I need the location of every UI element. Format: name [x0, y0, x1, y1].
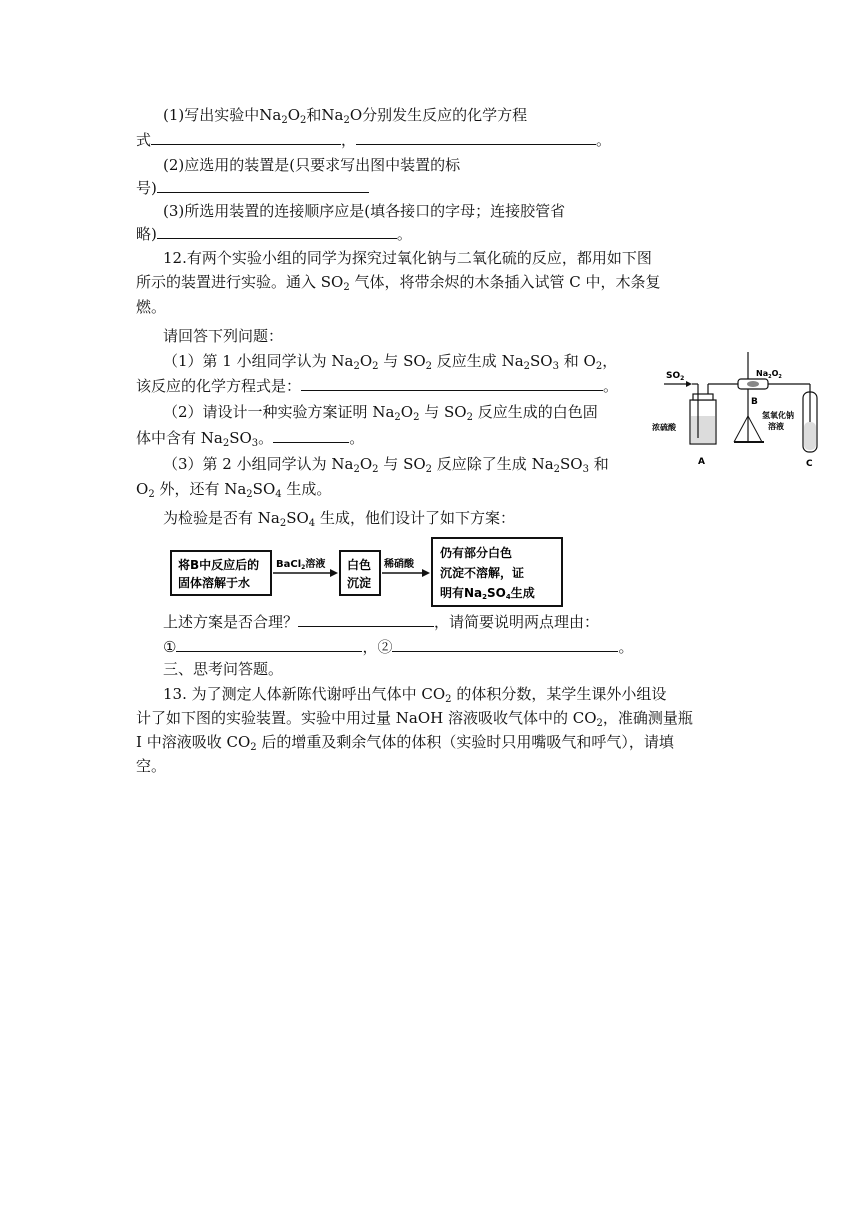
p12-line1: [163, 248, 652, 268]
s3-line1: [163, 454, 609, 474]
q3-line1: [163, 201, 565, 221]
text: 2: [353, 361, 360, 372]
p13-line4: [136, 756, 166, 776]
text: 与 SO: [378, 455, 426, 473]
box3-text: 明有Na2SO4生成: [440, 586, 535, 601]
answer-blank[interactable]: [157, 178, 369, 193]
text: 2: [425, 361, 433, 372]
arrow1-label: BaCl$_2$溶液: [276, 559, 326, 571]
text: SO: [560, 455, 583, 473]
text: 2: [425, 464, 433, 475]
text: （2）请设计一种实验方案证明 Na: [163, 403, 395, 421]
text: (2)应选用的装置是(只要求写出图中装置的标: [163, 156, 461, 174]
text: 生成，他们设计了如下方案：: [315, 509, 515, 527]
text: 2: [353, 464, 360, 475]
acid-liquid: [691, 416, 715, 443]
text: 4: [275, 489, 282, 500]
s2-line1: [163, 402, 598, 422]
text: 3: [552, 361, 559, 372]
p12-line2: [136, 272, 661, 292]
s3-line2: [136, 479, 331, 499]
text: 外，还有 Na: [154, 480, 247, 498]
text: 反应除了生成 Na: [432, 455, 554, 473]
arrow-head: [422, 569, 430, 577]
answer-blank[interactable]: [157, 224, 397, 239]
text: O: [359, 352, 373, 370]
text: 气体，将带余烬的木条插入试管 C 中，木条复: [349, 273, 661, 291]
text: 2: [281, 115, 288, 126]
naoh-label2: 溶液: [768, 422, 784, 431]
text: 体中含有 Na: [136, 429, 223, 447]
text: 分别发生反应的化学方程: [362, 106, 528, 124]
text: 和: [588, 455, 609, 473]
text: （1）第 1 小组同学认为 Na: [163, 352, 354, 370]
so2-label: $SO_2$: [666, 371, 685, 382]
text: 和: [306, 106, 322, 124]
bottle-stopper: [693, 394, 713, 400]
text: (3)所选用装置的连接顺序应是(填各接口的字母；连接胶管省: [163, 202, 566, 220]
text: 2: [394, 412, 401, 423]
text: （3）第 2 小组同学认为 Na: [163, 455, 354, 473]
text: SO: [229, 429, 252, 447]
text: ，: [602, 352, 618, 370]
q1-line1: [163, 105, 527, 125]
text: 与 SO: [419, 403, 467, 421]
text: 该反应的化学方程式是：: [136, 377, 302, 395]
answer-blank[interactable]: [392, 637, 618, 652]
answer-blank[interactable]: [176, 637, 362, 652]
text: 2: [343, 282, 350, 293]
text: O: [287, 106, 301, 124]
naoh-liquid: [804, 422, 816, 450]
text: 三、思考问答题。: [163, 660, 284, 678]
text: 燃。: [136, 298, 167, 316]
text: 2: [148, 489, 155, 500]
text: 。: [618, 638, 634, 656]
text: O: [349, 106, 363, 124]
text: 号): [136, 179, 157, 197]
text: 2: [595, 361, 603, 372]
text: 所示的装置进行实验。通入 SO: [136, 273, 344, 291]
text: 。: [596, 131, 612, 149]
text: 略): [136, 225, 157, 243]
na2o2-sample: [747, 381, 759, 387]
text: 的体积分数，某学生课外小组设: [451, 685, 667, 703]
stand-leg: [748, 416, 762, 442]
s1-line1: [163, 351, 617, 371]
arrow-head: [330, 569, 338, 577]
box3-text: 仍有部分白色: [440, 546, 513, 560]
ask-line: [163, 326, 283, 346]
text: 计了如下图的实验装置。实验中用过量 NaOH 溶液吸收气体中的 CO: [136, 709, 597, 727]
stand-leg: [734, 416, 748, 442]
answer-blank[interactable]: [298, 612, 434, 627]
box2-text: 沉淀: [347, 576, 372, 590]
answer-blank[interactable]: [356, 130, 596, 145]
naoh-label: 氢氧化钠: [762, 411, 794, 420]
box1-text: 固体溶解于水: [178, 576, 251, 590]
label-c: C: [806, 459, 813, 469]
text: 2: [466, 412, 473, 423]
text: 3: [582, 464, 589, 475]
text: 与 SO: [378, 352, 426, 370]
text: 生成。: [281, 480, 332, 498]
q2-line1: [163, 155, 460, 175]
text: 请回答下列问题：: [163, 327, 284, 345]
text: 。: [396, 225, 412, 243]
q1-line2: [136, 130, 611, 150]
text: 2: [222, 438, 230, 449]
text: 。: [349, 429, 365, 447]
text: 2: [553, 464, 561, 475]
text: Na: [259, 106, 282, 124]
text: 空。: [136, 757, 167, 775]
box3-text: 沉淀不溶解，证: [440, 566, 525, 580]
eval-line: [163, 612, 599, 632]
text: 。: [603, 377, 619, 395]
text: 反应生成 Na: [432, 352, 524, 370]
conc-acid-label: 浓硫酸: [652, 423, 676, 432]
answer-blank[interactable]: [301, 376, 603, 391]
p12-line3: [136, 297, 166, 317]
text: 2: [250, 742, 257, 753]
text: 。: [258, 429, 274, 447]
q2-line2: [136, 178, 369, 198]
text: 反应生成的白色固: [472, 403, 598, 421]
box2-text: 白色: [347, 558, 372, 572]
text: (1)写出实验中: [163, 106, 260, 124]
text: 2: [372, 361, 379, 372]
label-b: B: [751, 397, 758, 407]
box1-text: 将B中反应后的: [178, 558, 260, 572]
text: 2: [596, 718, 603, 729]
text: 为检验是否有 Na: [163, 509, 280, 527]
text: 2: [445, 694, 452, 705]
text: 4: [308, 518, 316, 529]
text: 2: [246, 489, 253, 500]
text: O: [359, 455, 373, 473]
text: 3: [251, 438, 259, 449]
text: 式: [136, 131, 152, 149]
text: Na: [321, 106, 344, 124]
text: 和 O: [558, 352, 596, 370]
arrow2-label: 稀硝酸: [384, 559, 414, 570]
p13-line1: [163, 684, 666, 704]
text: O: [136, 480, 149, 498]
text: SO: [286, 509, 309, 527]
text: ，请简要说明两点理由：: [434, 613, 600, 631]
p13-line3: [136, 732, 674, 752]
text: 2: [300, 115, 307, 126]
q3-line2: [136, 224, 412, 244]
s1-line2: [136, 376, 618, 396]
text: ①: [163, 638, 177, 656]
text: I 中溶液吸收 CO: [136, 733, 251, 751]
text: 2: [372, 464, 379, 475]
s2-line2: [136, 428, 364, 448]
text: 2: [279, 518, 287, 529]
reasons-line: [163, 637, 633, 657]
apparatus-figure: [652, 348, 820, 476]
text: ，准确测量瓶: [602, 709, 693, 727]
text: SO: [530, 352, 553, 370]
text: ，: [341, 131, 357, 149]
text: 13. 为了测定人体新陈代谢呼出气体中 CO: [163, 685, 446, 703]
flow-chart: [170, 537, 565, 609]
answer-blank[interactable]: [151, 130, 341, 145]
label-a: A: [698, 457, 705, 467]
na2o2-label: $Na_2O_2$: [756, 369, 782, 380]
text: SO: [252, 480, 276, 498]
text: 2: [413, 412, 420, 423]
text: 2: [343, 115, 350, 126]
p13-line2: [136, 708, 693, 728]
text: 后的增重及剩余气体的体积（实验时只用嘴吸气和呼气），请填: [256, 733, 674, 751]
section-3-heading: [163, 659, 283, 679]
text: O: [400, 403, 414, 421]
arrow-head: [686, 381, 692, 387]
check-line: [163, 508, 515, 528]
text: 2: [523, 361, 531, 372]
answer-blank[interactable]: [273, 428, 349, 443]
text: 12.有两个实验小组的同学为探究过氧化钠与二氧化硫的反应，都用如下图: [163, 249, 652, 267]
text: 上述方案是否合理？: [163, 613, 299, 631]
text: ，②: [362, 638, 393, 656]
